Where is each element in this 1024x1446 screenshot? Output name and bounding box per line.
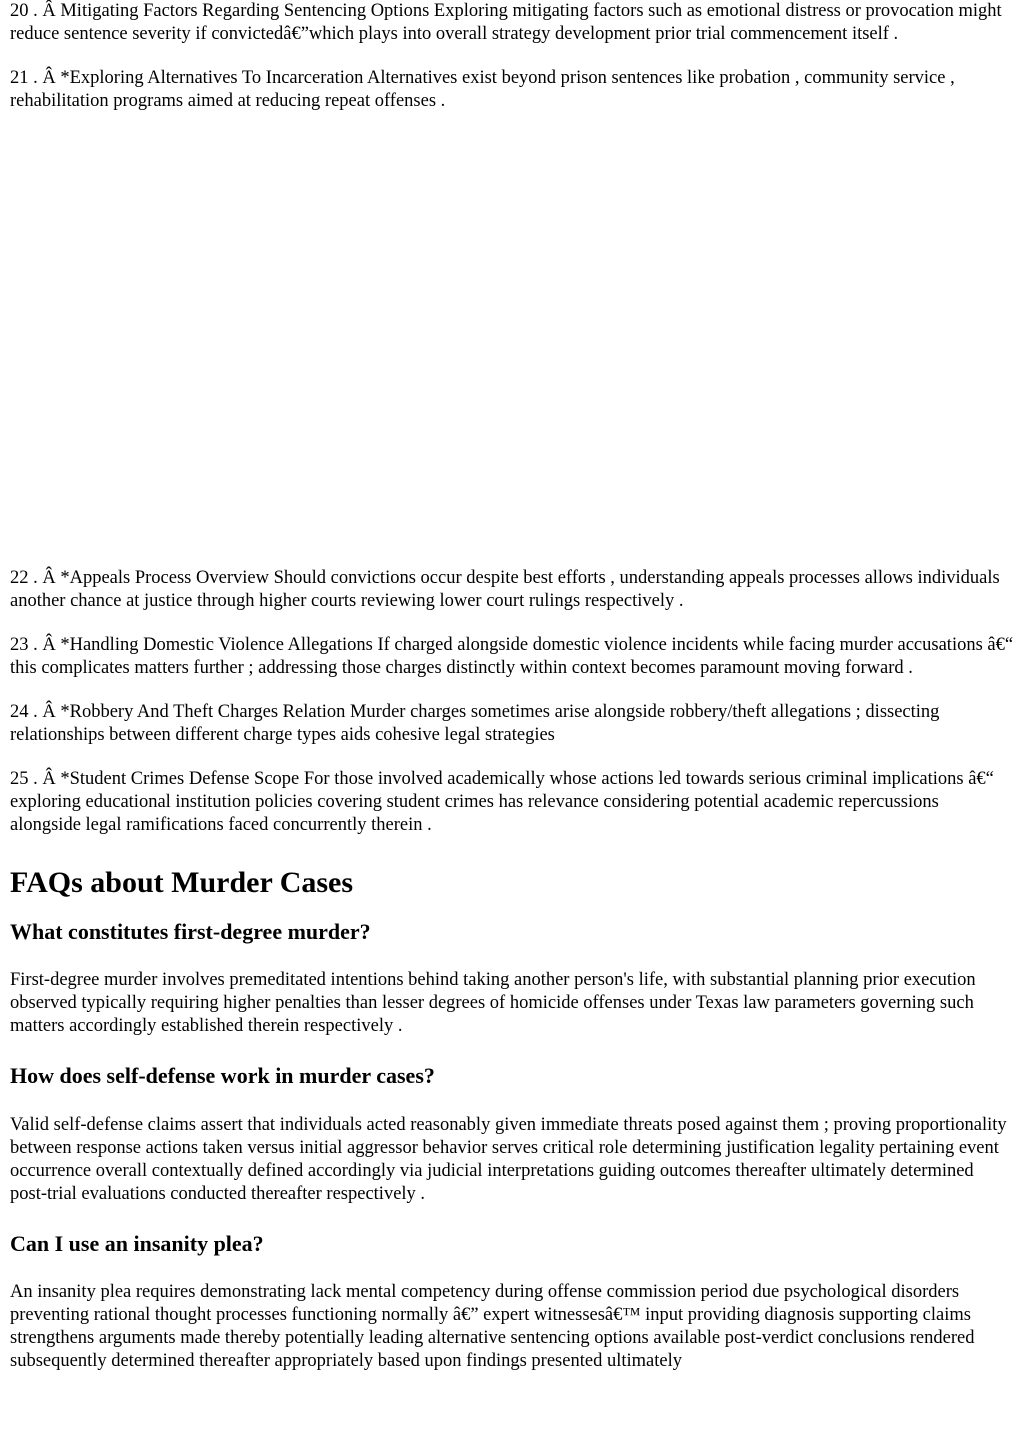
blank-ad-space — [10, 134, 1014, 567]
list-item-24: 24 . Â *Robbery And Theft Charges Relation Murder charges sometimes arise alongside robbery/theft allegations ; dissecting relationships between different charge types aids cohesive legal strategies — [10, 702, 940, 745]
list-item-22: 22 . Â *Appeals Process Overview Should convictions occur despite best efforts , understanding appeals processes allows individuals another chance at justice through higher courts reviewing lower court rulings respectively . — [10, 568, 1000, 611]
faq-heading: FAQs about Murder Cases — [10, 866, 354, 899]
list-item-23: 23 . Â *Handling Domestic Violence Allegations If charged alongside domestic violence incidents while facing murder accusations â€“ this complicates matters further ; addressing those charges distinctly within context becomes paramount moving forward . — [10, 635, 1014, 678]
faq-question-first-degree: What constitutes first-degree murder? — [10, 919, 371, 944]
list-item-20: 20 . Â Mitigating Factors Regarding Sentencing Options Exploring mitigating factors such as emotional distress or provocation might reduce sentence severity if convictedâ€”which plays into overall strategy development prior trial commencement itself . — [10, 1, 1002, 44]
faq-answer-self-defense: Valid self-defense claims assert that individuals acted reasonably given immediate threats posed against them ; proving proportionality between response actions taken versus initial aggressor behavior serves critical role determining justification legality pertaining event occurrence overall contextually defined accordingly via judicial interpretations guiding outcomes thereafter ultimately determined post-trial evaluations conducted thereafter respectively . — [10, 1115, 1007, 1204]
faq-answer-first-degree: First-degree murder involves premeditated intentions behind taking another person's life, with substantial planning prior execution observed typically requiring higher penalties than lesser degrees of homicide offenses under Texas law parameters governing such matters accordingly established therein respectively . — [10, 970, 976, 1036]
faq-question-self-defense: How does self-defense work in murder cases? — [10, 1063, 435, 1088]
list-item-25: 25 . Â *Student Crimes Defense Scope For those involved academically whose actions led towards serious criminal implications â€“ exploring educational institution policies covering student crimes has relevance considering potential academic repercussions alongside legal ramifications faced concurrently therein . — [10, 769, 994, 835]
faq-question-insanity: Can I use an insanity plea? — [10, 1231, 264, 1256]
faq-answer-insanity: An insanity plea requires demonstrating lack mental competency during offense commission period due psychological disorders preventing rational thought processes functioning normally â€” expert witnessesâ€™ input providing diagnosis supporting claims strengthens arguments made thereby potentially leading alternative sentencing options available post-verdict conclusions rendered subsequently determined thereafter appropriately based upon findings presented ultimately — [10, 1282, 975, 1371]
list-item-21: 21 . Â *Exploring Alternatives To Incarceration Alternatives exist beyond prison sentences like probation , community service , rehabilitation programs aimed at reducing repeat offenses . — [10, 68, 955, 111]
